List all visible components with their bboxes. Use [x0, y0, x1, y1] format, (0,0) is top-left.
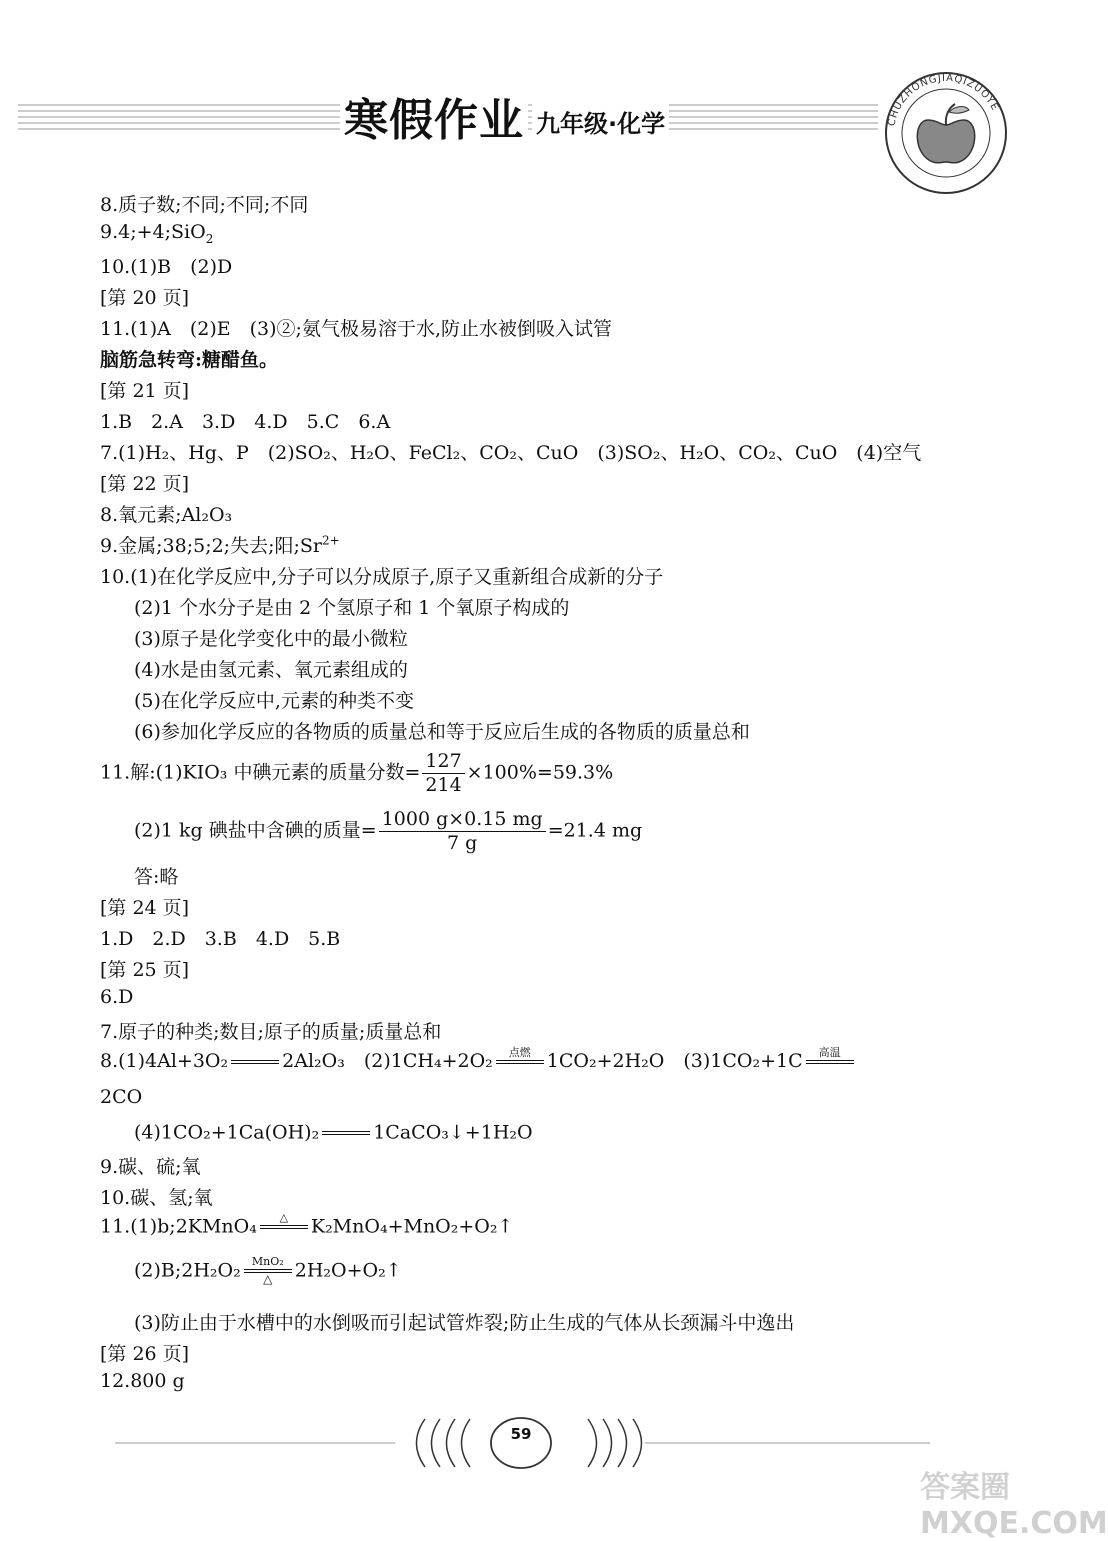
answer-line: 8.质子数;不同;不同;不同	[100, 194, 309, 216]
fraction: $\frac{1000 g\times 0.15 mg}{7 g}$	[379, 808, 546, 855]
reaction-arrow	[322, 1118, 370, 1149]
reaction-arrow: MnO₂ △	[244, 1256, 292, 1287]
answer-line: 2CO	[100, 1086, 143, 1108]
answer-line: (6)参加化学反应的各物质的质量总和等于反应后生成的各物质的质量总和	[134, 721, 750, 743]
answer-line: 10.碳、氢;氧	[100, 1187, 213, 1209]
page-number: 59	[510, 1425, 532, 1443]
book-title: 寒假作业	[340, 84, 528, 148]
calc-line-2: (2)1 kg 碘盐中含碘的质量= $\frac{1000 g\times 0.15 mg}{7 g}$ =21.4 mg	[134, 808, 643, 854]
answer-line: 12.800 g	[100, 1370, 185, 1392]
answer-line: 1.D 2.D 3.B 4.D 5.B	[100, 928, 341, 950]
answer-line: 9.4;+4;SiO$_2$	[100, 221, 214, 246]
answer-line: 10.(1)B (2)D	[100, 256, 233, 278]
answer-line: 7.原子的种类;数目;原子的质量;质量总和	[100, 1021, 442, 1043]
answer-line: 7.(1)H₂、Hg、P (2)SO₂、H₂O、FeCl₂、CO₂、CuO (3)SO₂、H₂O、CO₂、CuO (4)空气	[100, 442, 922, 464]
answer-line: 9.碳、硫;氧	[100, 1156, 201, 1178]
watermark: 答案圈 MXQE.COM	[920, 1470, 1108, 1541]
page-ref: [第 22 页]	[100, 473, 190, 495]
reaction-arrow: 点燃	[496, 1047, 544, 1078]
page-ref: [第 21 页]	[100, 380, 190, 402]
page-header	[0, 0, 1058, 170]
answer-line: (2)1 个水分子是由 2 个氢原子和 1 个氧原子构成的	[134, 597, 570, 619]
answer-line: 9.金属;38;5;2;失去;阳$;Sr^{2+}$	[100, 533, 340, 557]
answer-line: 11.(1)A (2)E (3)②;氨气极易溶于水,防止水被倒吸入试管	[100, 318, 612, 340]
page-footer	[0, 1405, 1058, 1485]
answer-line: 10.(1)在化学反应中,分子可以分成原子,原子又重新组合成新的分子	[100, 566, 664, 588]
apple-logo-seal	[883, 70, 1009, 196]
page-ref: [第 26 页]	[100, 1343, 190, 1365]
page-ref: [第 20 页]	[100, 287, 190, 309]
reaction-arrow	[231, 1047, 279, 1078]
equation-line: 11.(1)b;2KMnO₄ △ K₂MnO₄+MnO₂+O₂↑	[100, 1212, 513, 1243]
book-subtitle: 九年级·化学	[532, 104, 669, 139]
logo-text: CHUZHONGJIAQIZUOYE	[886, 72, 1001, 128]
answer-line: (3)防止由于水槽中的水倒吸而引起试管炸裂;防止生成的气体从长颈漏斗中逸出	[134, 1312, 795, 1334]
reaction-arrow: △	[260, 1212, 308, 1243]
answer-line: 答:略	[134, 866, 179, 888]
page-ref: [第 24 页]	[100, 897, 190, 919]
answer-line: 6.D	[100, 986, 134, 1008]
equation-line: 8.(1)4Al+3O₂ 2Al₂O₃ (2)1CH₄+2O₂ 点燃 1CO₂+2H₂O (3)1CO₂+1C 高温	[100, 1046, 857, 1078]
fraction: $\frac{127}{214}$	[422, 750, 464, 797]
page-ref: [第 25 页]	[100, 959, 190, 981]
equation-line: (2)B;2H₂O₂ MnO₂ △ 2H₂O+O₂↑	[134, 1255, 402, 1286]
brain-teaser: 脑筋急转弯:糖醋鱼。	[100, 349, 279, 371]
answer-line: 8.氧元素;Al₂O₃	[100, 504, 233, 526]
answer-line: 1.B 2.A 3.D 4.D 5.C 6.A	[100, 411, 391, 433]
answer-line: (4)水是由氢元素、氧元素组成的	[134, 659, 408, 681]
reaction-arrow: 高温	[806, 1047, 854, 1078]
answer-line: (5)在化学反应中,元素的种类不变	[134, 690, 414, 712]
equation-line: (4)1CO₂+1Ca(OH)₂ 1CaCO₃↓+1H₂O	[134, 1118, 533, 1149]
calc-line-1: 11.解:(1)KIO₃ 中碘元素的质量分数= $\frac{127}{214}$ ×100%=59.3%	[100, 750, 614, 796]
answer-line: (3)原子是化学变化中的最小微粒	[134, 628, 408, 650]
